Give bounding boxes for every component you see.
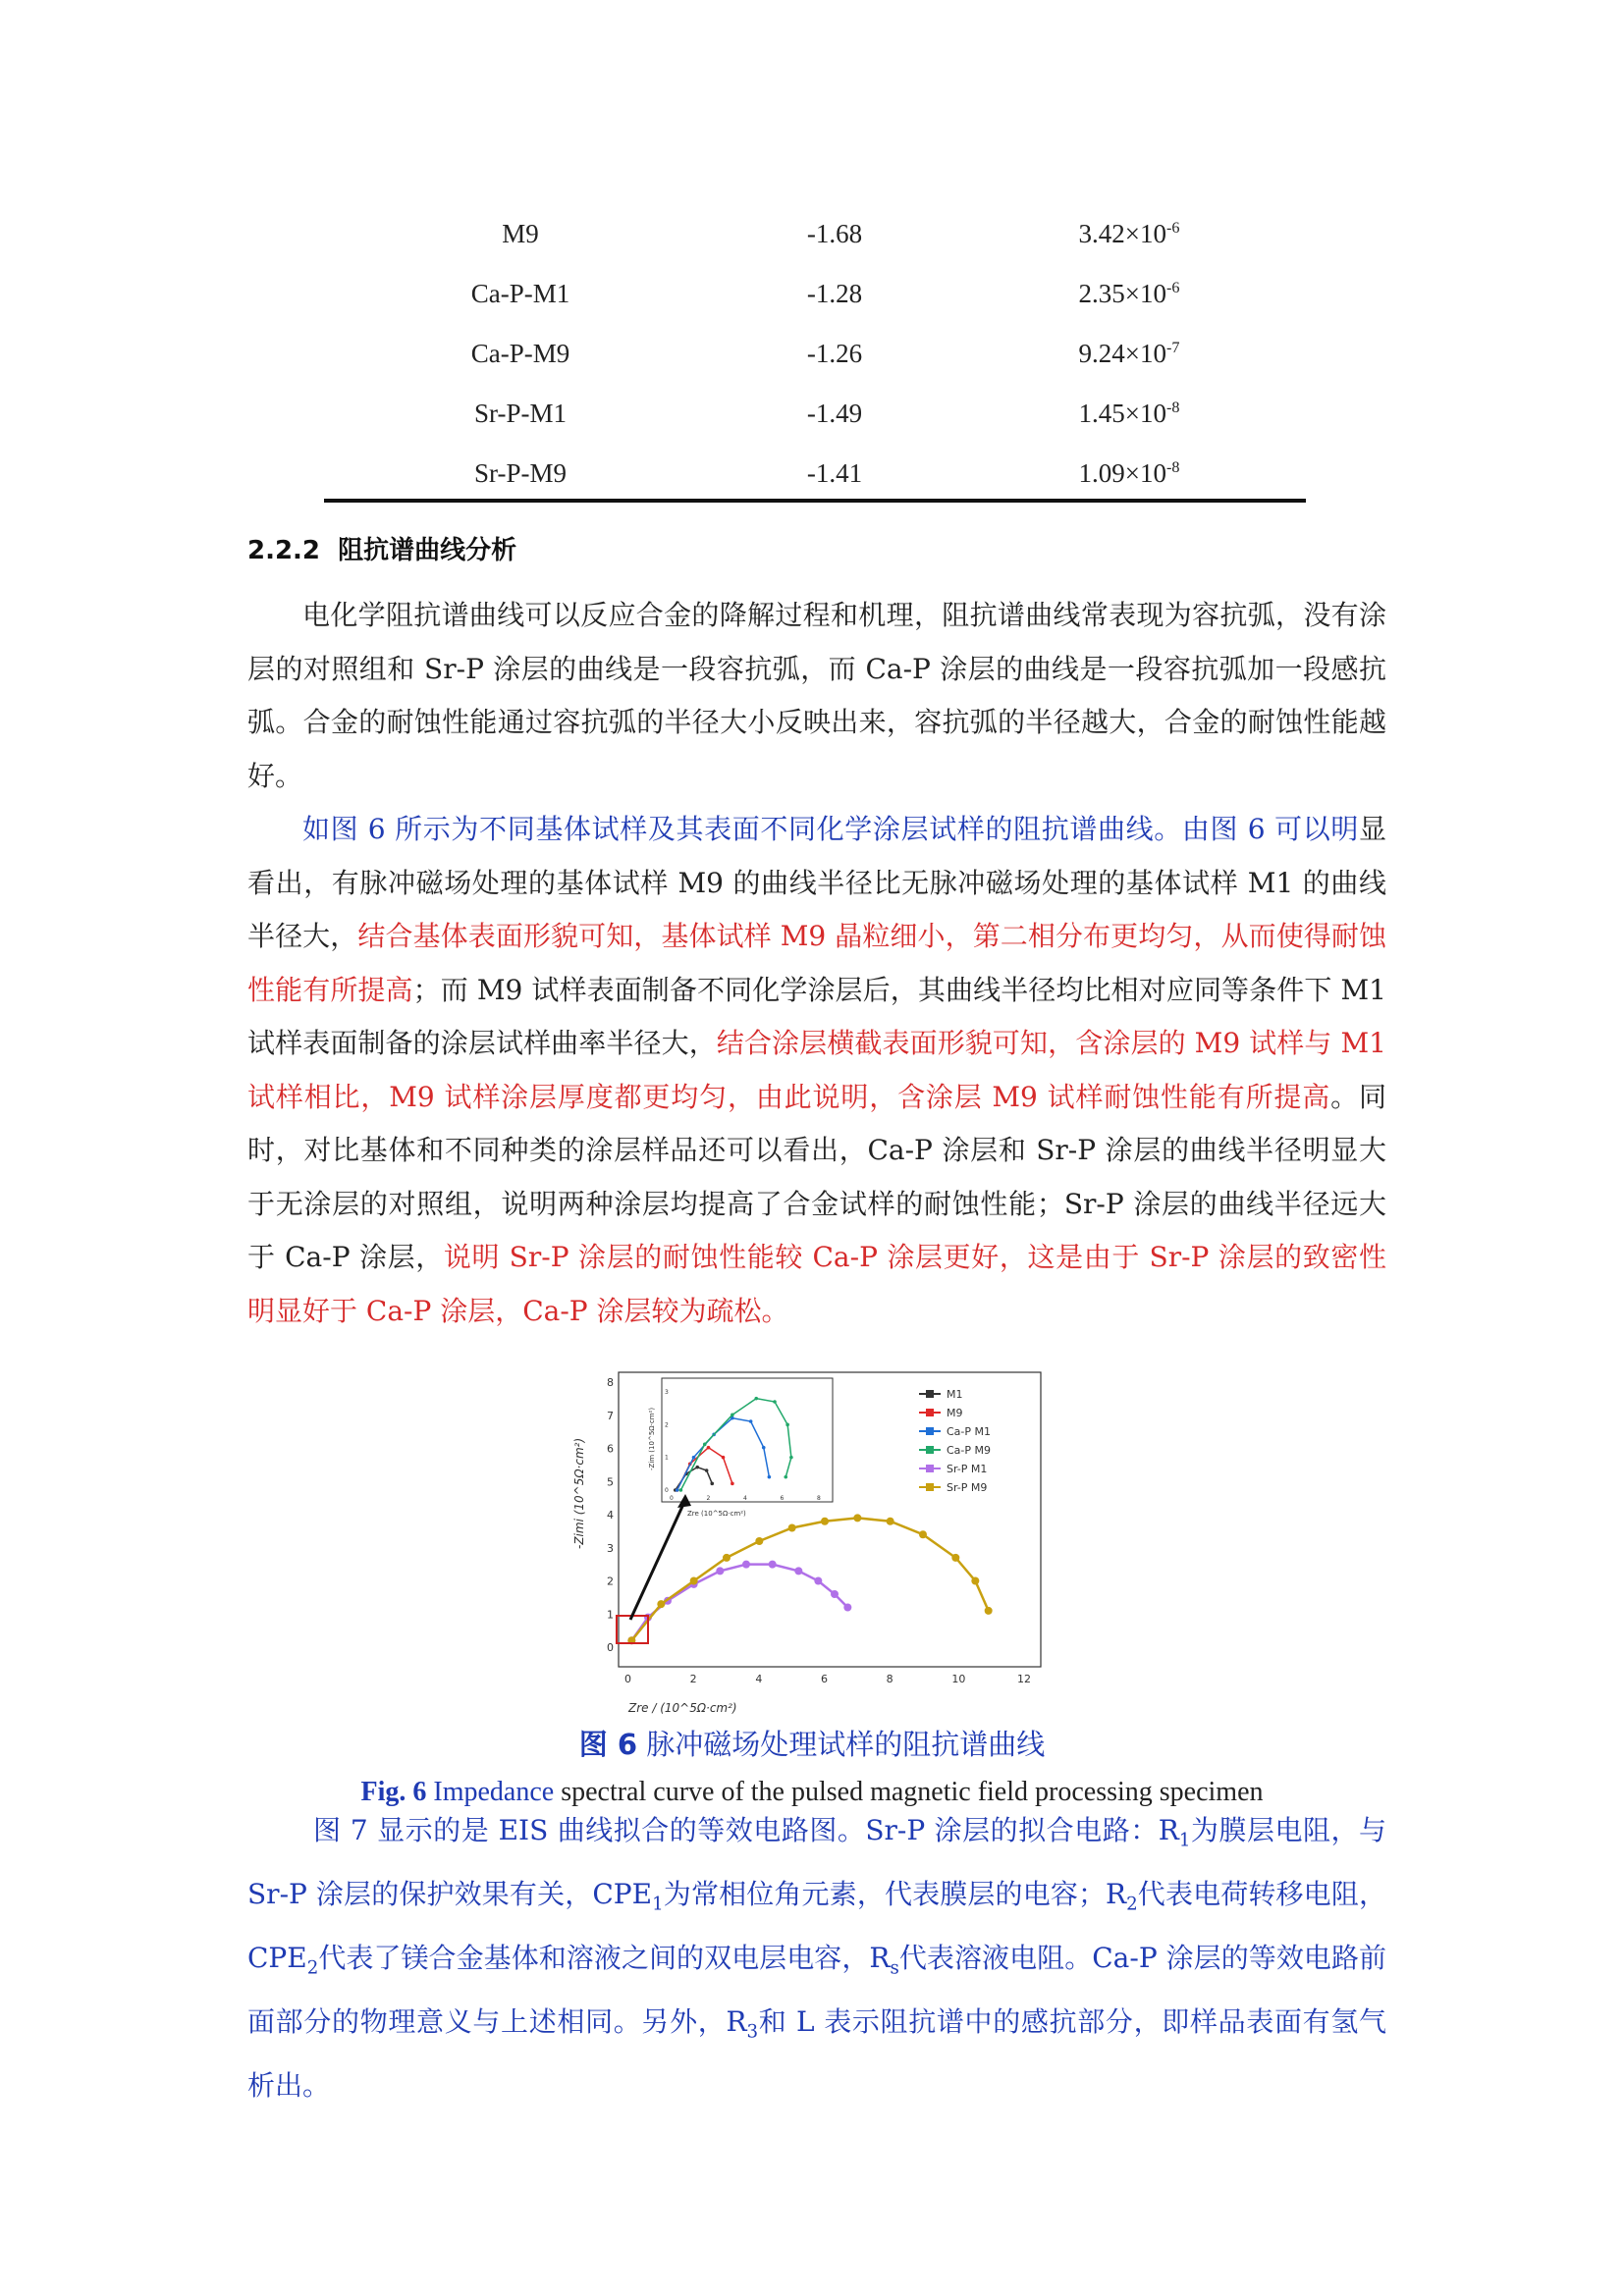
data-point (843, 1604, 851, 1612)
section-title: 阻抗谱曲线分析 (338, 536, 517, 565)
data-point (951, 1554, 959, 1562)
para3-part-3: 为常相位角元素，代表膜层的电容；R (663, 1878, 1127, 1911)
x-tick-label: 0 (624, 1673, 631, 1685)
legend-label: M1 (947, 1388, 963, 1401)
x-axis-label: Zre / (10^5Ω·cm²) (628, 1701, 737, 1715)
inset-x-tick: 2 (706, 1495, 711, 1502)
cell-ecorr: -1.49 (806, 399, 863, 428)
figure-caption-cn (0, 1723, 1624, 1763)
cell-sample: M9 (502, 219, 539, 248)
y-tick-label: 5 (607, 1475, 614, 1489)
legend-marker (926, 1465, 934, 1472)
inset-data-point (676, 1488, 679, 1492)
legend-marker (926, 1446, 934, 1454)
table-bottom-rule (324, 499, 1306, 503)
inset-data-point (789, 1456, 793, 1460)
inset-x-label: Zre (10^5Ω·cm²) (687, 1510, 746, 1518)
legend-label: Ca-P M1 (947, 1425, 992, 1438)
x-tick-label: 10 (951, 1673, 966, 1685)
section-number: 2.2.2 (247, 536, 321, 565)
y-tick-label: 7 (607, 1409, 614, 1422)
inset-data-point (749, 1419, 753, 1423)
x-tick-label: 12 (1017, 1673, 1031, 1685)
legend-label: M9 (947, 1407, 963, 1419)
inset-x-tick: 4 (743, 1495, 747, 1502)
table-row (324, 331, 1306, 391)
legend-label: Ca-P M9 (947, 1444, 992, 1457)
y-tick-label: 4 (607, 1509, 614, 1522)
paragraph-1: 电化学阻抗谱曲线可以反应合金的降解过程和机理，阻抗谱曲线常表现为容抗弧，没有涂层的对照组和 Sr-P 涂层的曲线是一段容抗弧，而 Ca-P 涂层的曲线是一段容抗弧加一段感抗弧。合金的耐蚀性能通过容抗弧的半径大小反映出来，容抗弧的半径越大，合金的耐蚀性能越好。 (247, 599, 1386, 792)
data-point (723, 1554, 731, 1562)
x-tick-label: 6 (821, 1673, 828, 1685)
para2-sentence-1: 如图 6 所示为不同基体试样及其表面不同化学涂层试样的阻抗谱曲线。由图 6 可以明 (302, 813, 1359, 845)
data-point (831, 1590, 839, 1598)
data-point (657, 1600, 665, 1608)
data-point (985, 1607, 993, 1615)
data-point (821, 1518, 829, 1525)
legend-label: Sr-P M1 (947, 1463, 988, 1475)
cell-ecorr: -1.28 (806, 279, 863, 308)
para3-sub-6: 3 (746, 2021, 759, 2043)
paragraph-3 (247, 1804, 1386, 2113)
legend-label: Sr-P M9 (947, 1481, 988, 1494)
inset-data-point (695, 1466, 699, 1469)
y-tick-label: 3 (607, 1541, 614, 1555)
inset-data-point (762, 1446, 766, 1450)
zoom-arrow (630, 1500, 685, 1620)
cell-icorr: $9.24\times 10^{-7}$ (1078, 339, 1180, 368)
impedance-chart (569, 1362, 1060, 1716)
cell-ecorr: -1.26 (806, 339, 863, 368)
para3-part-7: 和 L 表示阻抗谱中的感抗部分，即样品表面有氢气析出。 (247, 2005, 1386, 2103)
inset-y-tick: 2 (665, 1421, 669, 1429)
para3-sub-2: 1 (652, 1894, 664, 1915)
table-row (324, 391, 1306, 451)
cell-ecorr: -1.41 (806, 458, 863, 488)
y-tick-label: 2 (607, 1575, 614, 1588)
para2-sentence-5: 结合涂层横截表面形貌可知，含涂层的 M9 试样与 M1 试样相比，M9 试样涂层厚度都更均匀，由此说明，含涂层 M9 试样耐蚀性能有所提高 (247, 1027, 1386, 1113)
cell-icorr: $1.45\times 10^{-8}$ (1078, 399, 1180, 428)
section-heading (247, 530, 516, 566)
para3-sub-4: 2 (306, 1957, 319, 1979)
caption-en-label: Fig. 6 (360, 1777, 427, 1807)
data-point (971, 1577, 979, 1585)
inset-data-point (692, 1456, 696, 1460)
inset-x-tick: 6 (780, 1495, 785, 1502)
paragraph-2 (247, 803, 1386, 1338)
cell-ecorr: -1.68 (806, 219, 863, 248)
table-row (324, 271, 1306, 331)
inset-data-point (679, 1488, 683, 1492)
para2-sentence-3: 结合基体表面形貌可知，基体试样 M9 晶粒细小，第二相分布更均匀，从而使得耐蚀性能有所提高 (247, 920, 1386, 1006)
x-tick-label: 8 (886, 1673, 893, 1685)
data-point (769, 1561, 777, 1569)
para3-sub-1: 1 (1178, 1830, 1191, 1851)
para2-sentence-4: ；而 M9 试样表面制备不同化学涂层后，其曲线半径均比相对应同等条件下 M1 试样表面制备的涂层试样曲率半径大， (247, 973, 1386, 1059)
inset-data-point (707, 1446, 711, 1450)
cell-sample: Ca-P-M9 (470, 339, 570, 368)
cell-sample: Sr-P-M9 (474, 458, 567, 488)
para3-part-1: 图 7 显示的是 EIS 曲线拟合的等效电路图。Sr-P 涂层的拟合电路：R (313, 1814, 1179, 1846)
data-point (788, 1524, 796, 1532)
legend-marker (926, 1483, 934, 1491)
y-tick-label: 8 (607, 1376, 614, 1389)
data-point (690, 1577, 698, 1585)
inset-data-point (731, 1482, 734, 1486)
data-point (755, 1537, 763, 1545)
data-point (853, 1514, 861, 1522)
inset-x-tick: 8 (817, 1495, 821, 1502)
legend-marker (926, 1427, 934, 1435)
x-tick-label: 2 (689, 1673, 697, 1685)
y-tick-label: 0 (607, 1641, 614, 1654)
inset-data-point (784, 1475, 787, 1479)
inset-data-point (773, 1400, 777, 1404)
x-tick-label: 4 (755, 1673, 763, 1685)
table-row (324, 211, 1306, 271)
cell-icorr: $2.35\times 10^{-6}$ (1078, 279, 1180, 308)
legend-marker (926, 1409, 934, 1416)
para2-sentence-6: 。同时，对比基体和不同种类的涂层样品还可以看出，Ca-P 涂层和 Sr-P 涂层的曲线半径明显大于无涂层的对照组，说明两种涂层均提高了合金试样的耐蚀性能；Sr-P 涂层的曲线半径远大于 Ca-P 涂层， (247, 1080, 1386, 1273)
inset-data-point (768, 1475, 772, 1479)
caption-en-text: spectral curve of the pulsed magnetic field processing specimen (561, 1777, 1264, 1807)
data-point (742, 1561, 750, 1569)
data-point (814, 1577, 822, 1585)
inset-data-point (722, 1456, 726, 1460)
data-point (716, 1567, 724, 1575)
inset-y-tick: 3 (665, 1389, 669, 1396)
para3-sub-5: s (890, 1957, 899, 1979)
inset-data-point (785, 1423, 789, 1427)
para2-sentence-7: 说明 Sr-P 涂层的耐蚀性能较 Ca-P 涂层更好，这是由于 Sr-P 涂层的致密性明显好于 Ca-P 涂层，Ca-P 涂层较为疏松。 (247, 1241, 1386, 1327)
inset-x-tick: 0 (670, 1495, 674, 1502)
para3-part-5: 代表了镁合金基体和溶液之间的双电层电容，R (318, 1942, 891, 1975)
cell-icorr: $3.42\times 10^{-6}$ (1078, 219, 1180, 248)
y-axis-label: -Zimi (10^5Ω·cm²) (572, 1437, 586, 1549)
y-tick-label: 6 (607, 1442, 614, 1456)
para3-part-4: 代表电荷转移电阻，CPE (247, 1878, 1386, 1975)
caption-cn-label: 图 6 (578, 1728, 638, 1761)
inset-y-label: -Zim (10^5Ω·cm²) (648, 1407, 656, 1470)
series-line (631, 1518, 988, 1640)
inset-data-point (710, 1482, 714, 1486)
cell-icorr: $1.09\times 10^{-8}$ (1078, 458, 1180, 488)
para3-part-2: 为膜层电阻，与 Sr-P 涂层的保护效果有关，CPE (247, 1814, 1386, 1911)
y-tick-label: 1 (607, 1608, 614, 1622)
inset-y-tick: 0 (665, 1487, 669, 1494)
inset-frame (662, 1378, 833, 1502)
para2-sentence-2: 显看出，有脉冲磁场处理的基体试样 M9 的曲线半径比无脉冲磁场处理的基体试样 M1 的曲线半径大， (247, 813, 1386, 952)
caption-en-word: Impedance (433, 1777, 555, 1807)
legend-marker (926, 1390, 934, 1398)
data-point (794, 1567, 802, 1575)
inset-data-point (705, 1468, 709, 1472)
inset-y-tick: 1 (665, 1454, 669, 1462)
inset-data-point (731, 1414, 734, 1417)
para3-part-6: 代表溶液电阻。Ca-P 涂层的等效电路前面部分的物理意义与上述相同。另外，R (247, 1942, 1386, 2039)
inset-data-point (754, 1397, 758, 1401)
para3-sub-3: 2 (1126, 1894, 1138, 1915)
cell-sample: Ca-P-M1 (470, 279, 570, 308)
data-point (919, 1530, 927, 1538)
cell-sample: Sr-P-M1 (474, 399, 567, 428)
data-point (887, 1518, 894, 1525)
caption-cn-text: 脉冲磁场处理试样的阻抗谱曲线 (646, 1728, 1046, 1761)
results-table (324, 211, 1306, 510)
inset-data-point (703, 1443, 707, 1447)
